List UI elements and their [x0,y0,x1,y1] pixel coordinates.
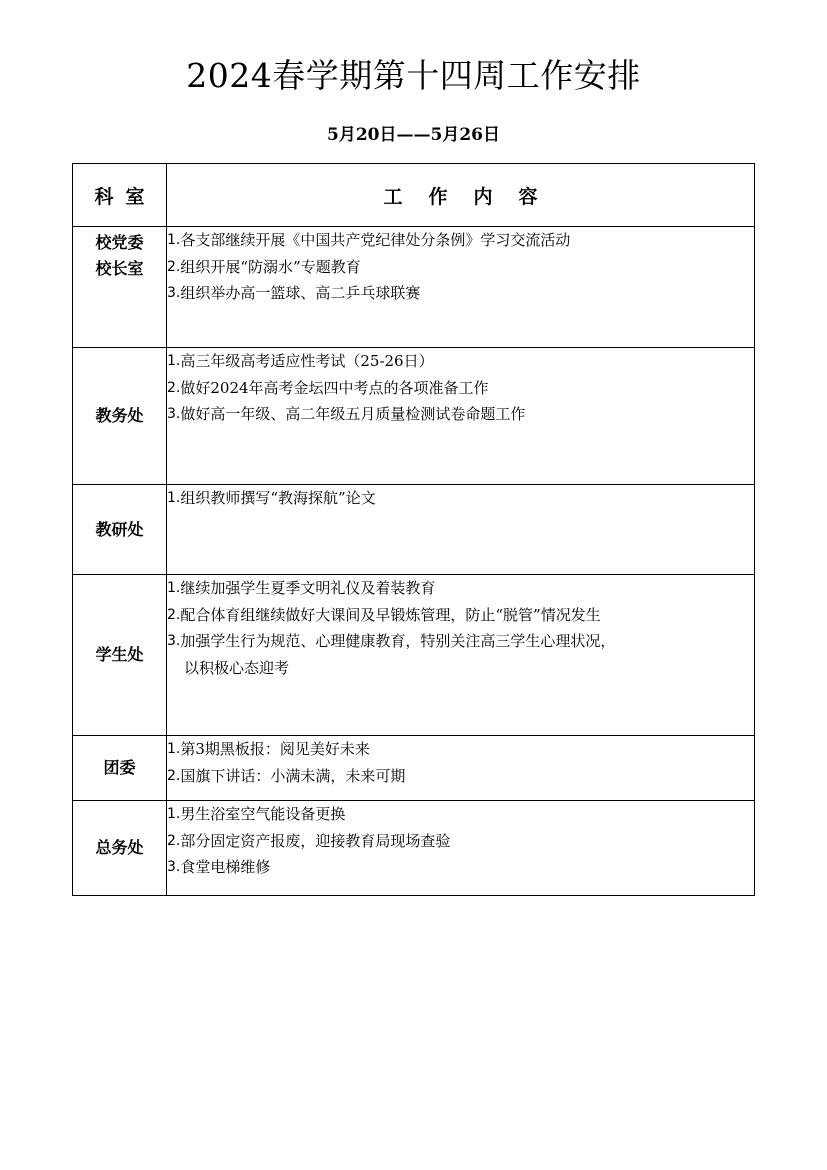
list-item [167,375,754,402]
item-text: 继续加强学生夏季文明礼仪及着装教育 [180,579,436,597]
list-item [167,628,754,655]
item-number: 2. [167,379,181,396]
list-item [167,854,754,881]
item-number: 1. [167,353,181,369]
list-item [167,485,754,512]
page-title: 2024春学期第十四周工作安排 [186,56,641,95]
item-text: 做好高一年级、高二年级五月质量检测试卷命题工作 [180,405,526,423]
item-text: 组织教师撰写“教海探航”论文 [180,489,376,507]
table-row [73,736,755,801]
table-row [73,348,755,485]
header-dept: 科室 [73,164,167,227]
table-row [73,575,755,736]
dept-name: 校党委 [95,233,144,252]
list-item [167,280,754,307]
table-row [73,801,755,896]
dept-cell [73,348,167,485]
content-cell [167,348,755,485]
item-text: 组织开展“防溺水”专题教育 [180,257,361,276]
item-number: 1. [167,490,181,506]
item-number: 3. [167,406,181,422]
item-number: 2. [167,832,181,849]
list-item [167,254,754,281]
item-text: 第3期黑板报：阅见美好未来 [180,740,370,758]
content-cell [167,227,755,348]
list-item [167,575,754,602]
item-text: 加强学生行为规范、心理健康教育，特别关注高三学生心理状况， [180,632,616,650]
list-item [167,828,754,855]
date-range: 5月20日——5月26日 [327,125,500,145]
table-row [73,485,755,575]
item-text: 部分固定资产报废，迎接教育局现场查验 [180,831,451,850]
item-number: 2. [167,606,181,623]
dept-name: 团委 [103,758,136,777]
content-cell [167,736,755,801]
item-text: 国旗下讲话：小满未满，未来可期 [180,766,406,785]
item-text: 男生浴室空气能设备更换 [180,805,346,823]
item-number: 3. [167,859,181,875]
list-item [167,801,754,828]
item-number: 1. [167,580,181,596]
table-row [73,227,755,348]
content-cell [167,485,755,575]
schedule-table [72,163,755,896]
list-item [167,401,754,428]
dept-name: 校长室 [95,259,144,278]
item-number: 1. [167,806,181,822]
item-number: 2. [167,767,181,784]
item-number: 3. [167,285,181,301]
list-item [167,736,754,763]
item-number: 1. [167,741,181,757]
dept-cell [73,575,167,736]
item-number: 3. [167,633,181,649]
item-text: 各支部继续开展《中国共产党纪律处分条例》学习交流活动 [180,231,571,249]
dept-name: 总务处 [95,838,144,857]
list-item [167,602,754,629]
table-header-row [73,164,755,227]
list-item [167,763,754,790]
item-text-continuation: 以积极心态迎考 [184,658,290,677]
item-text: 食堂电梯维修 [180,858,271,876]
list-item [167,348,754,375]
item-text: 高三年级高考适应性考试（25-26日） [180,352,434,370]
dept-name: 学生处 [95,645,144,664]
content-cell [167,575,755,736]
dept-cell [73,485,167,575]
dept-cell [73,227,167,348]
item-text: 组织举办高一篮球、高二乒乓球联赛 [180,284,421,302]
dept-cell [73,736,167,801]
item-text: 做好2024年高考金坛四中考点的各项准备工作 [180,378,489,397]
dept-cell [73,801,167,896]
header-content: 工作内容 [167,164,755,227]
dept-name: 教研处 [95,519,144,539]
list-item [167,227,754,254]
content-cell [167,801,755,896]
item-number: 2. [167,258,181,275]
item-text: 配合体育组继续做好大课间及早锻炼管理，防止“脱管”情况发生 [180,605,601,624]
dept-name: 教务处 [95,406,144,425]
item-number: 1. [167,232,181,248]
